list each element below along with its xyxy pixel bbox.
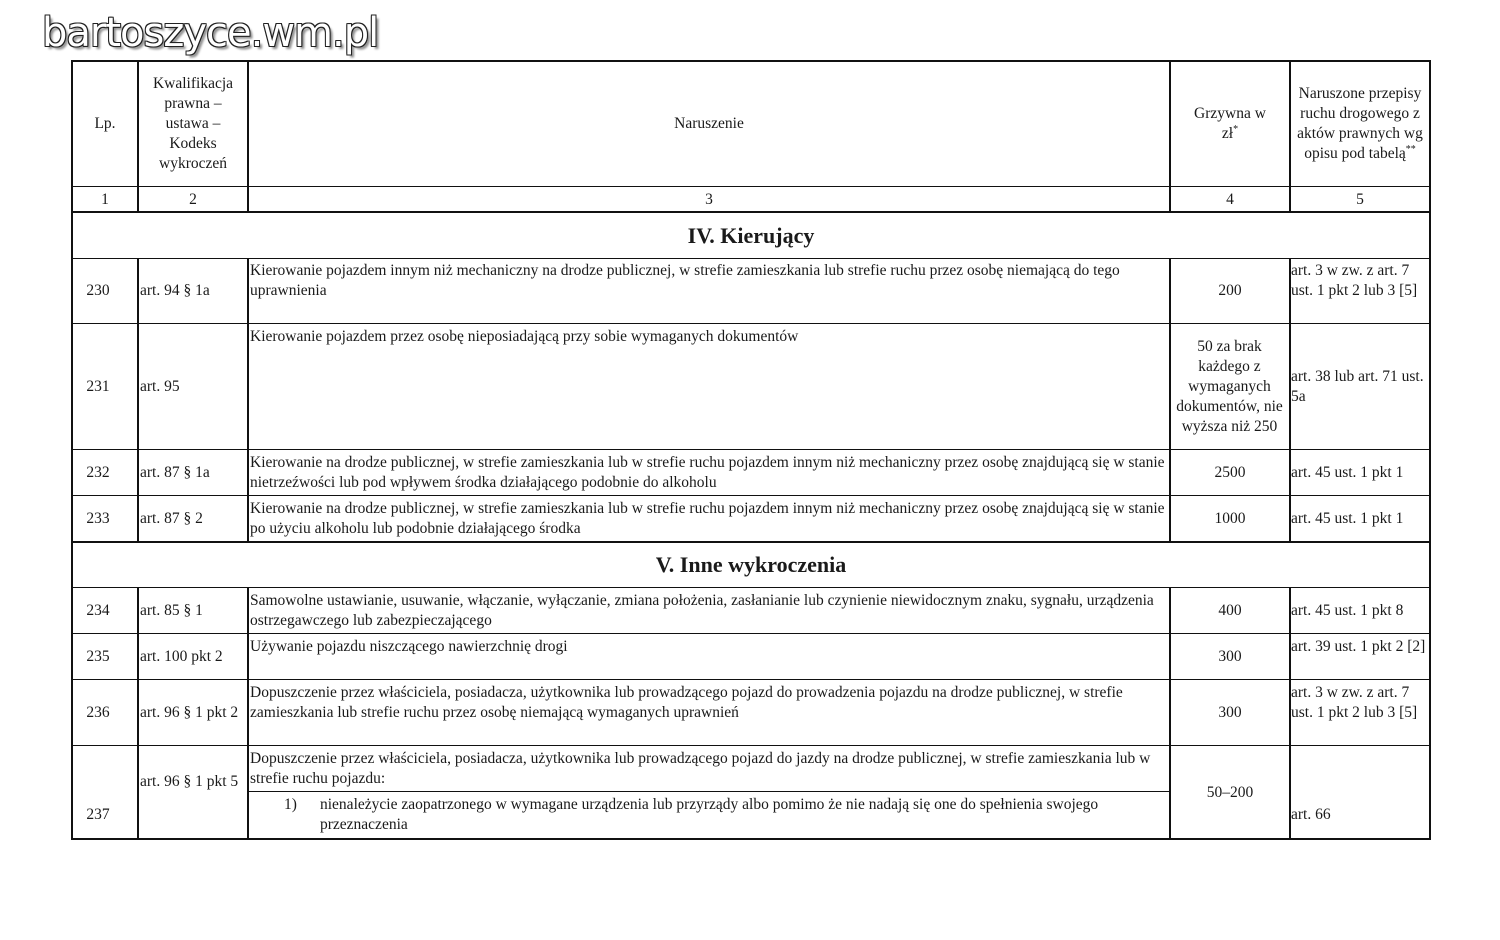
- section-heading: V. Inne wykroczenia: [655, 552, 847, 577]
- row-przepisy: art. 45 ust. 1 pkt 8: [1291, 601, 1404, 619]
- row-kwalifikacja: art. 87 § 1a: [140, 463, 210, 481]
- row-naruszenie: Dopuszczenie przez właściciela, posiadacza, użytkownika lub prowadzącego pojazd do jazdy na drodze publicznej, w strefie zamieszkania lub w strefie ruchu pojazdu:: [250, 750, 1151, 787]
- row-naruszenie: Używanie pojazdu niszczącego nawierzchnię drogi: [250, 638, 568, 655]
- row-kwalifikacja: art. 95: [140, 377, 180, 395]
- column-number: 5: [1356, 191, 1364, 208]
- row-grzywna: 2500: [1214, 463, 1246, 481]
- row-grzywna: 50 za brak każdego z wymaganych dokumentów, nie wyższa niż 250: [1176, 337, 1283, 435]
- header-przepisy-text: Naruszone przepisy ruchu drogowego z aktów prawnych wg opisu pod tabelą: [1297, 85, 1423, 162]
- row-kwalifikacja: art. 100 pkt 2: [140, 647, 223, 665]
- column-number: 1: [101, 191, 109, 208]
- subitem-text: nienależycie zaopatrzonego w wymagane urządzenia lub przyrządy albo pomimo że nie nadają się one do spełnienia swojego przeznaczenia: [320, 796, 1099, 833]
- row-przepisy: art. 45 ust. 1 pkt 1: [1291, 463, 1404, 481]
- row-grzywna: 400: [1218, 601, 1242, 619]
- site-watermark: bartoszyce.wm.pl: [42, 10, 379, 56]
- row-naruszenie: Kierowanie na drodze publicznej, w strefie zamieszkania lub w strefie ruchu pojazdem innym niż mechaniczny przez osobę znajdującą się w stanie po użyciu alkoholu lub podobnie działającego środka: [250, 500, 1165, 537]
- col-divider: [137, 587, 139, 840]
- row-naruszenie: Dopuszczenie przez właściciela, posiadacza, użytkownika lub prowadzącego pojazd do prowadzenia pojazdu na drodze publicznej, w strefie zamieszkania lub strefie ruchu przez osobę niemającą wymaganych uprawnień: [250, 684, 1123, 721]
- row-lp: 234: [86, 601, 110, 619]
- row-naruszenie: Kierowanie pojazdem przez osobę nieposiadającą przy sobie wymaganych dokumentów: [250, 328, 799, 345]
- row-przepisy: art. 39 ust. 1 pkt 2 [2]: [1291, 638, 1426, 655]
- row-lp: 235: [86, 647, 110, 665]
- header-grzywna: [1171, 62, 1289, 186]
- row-lp: 231: [86, 377, 110, 395]
- header-divider: [71, 186, 1431, 187]
- row-naruszenie: Kierowanie pojazdem innym niż mechaniczny na drodze publicznej, w strefie zamieszkania lub strefie ruchu przez osobę niemającą do tego uprawnienia: [250, 262, 1120, 299]
- column-number: 4: [1226, 191, 1234, 208]
- row-przepisy: art. 3 w zw. z art. 7 ust. 1 pkt 2 lub 3 [5]: [1291, 684, 1418, 721]
- column-number: 2: [189, 191, 197, 208]
- col-divider: [247, 258, 249, 543]
- row-grzywna: 1000: [1214, 509, 1246, 527]
- row-przepisy: art. 3 w zw. z art. 7 ust. 1 pkt 2 lub 3 [5]: [1291, 262, 1418, 299]
- header-grzywna-text: Grzywna w zł: [1194, 105, 1266, 142]
- subitem-number: 1): [284, 796, 297, 813]
- row-kwalifikacja: art. 96 § 1 pkt 2: [140, 703, 239, 721]
- row-divider: [71, 745, 1431, 746]
- row-przepisy: art. 45 ust. 1 pkt 1: [1291, 509, 1404, 527]
- header-grzywna-mark: *: [1233, 123, 1239, 135]
- row-lp: 230: [86, 282, 110, 299]
- header-kwalifikacja: Kwalifikacja prawna – ustawa – Kodeks wykroczeń: [152, 75, 234, 172]
- row-lp: 237: [86, 806, 110, 823]
- row-grzywna: 50–200: [1206, 784, 1254, 801]
- row-lp: 232: [86, 463, 110, 481]
- row-przepisy: art. 66: [1291, 806, 1331, 823]
- column-number: 3: [705, 191, 713, 208]
- row-przepisy: art. 38 lub art. 71 ust. 5a: [1291, 367, 1424, 405]
- table-bottom-border: [71, 838, 1431, 840]
- subrow-divider: [248, 791, 1170, 792]
- col-divider: [247, 587, 249, 840]
- col-divider: [137, 258, 139, 543]
- row-lp: 236: [86, 703, 110, 721]
- row-lp: 233: [86, 509, 110, 527]
- row-kwalifikacja: art. 94 § 1a: [140, 282, 210, 299]
- row-kwalifikacja: art. 96 § 1 pkt 5: [140, 773, 239, 790]
- row-grzywna: 300: [1218, 647, 1242, 665]
- row-kwalifikacja: art. 87 § 2: [140, 509, 203, 527]
- row-grzywna: 300: [1218, 703, 1242, 721]
- header-przepisy: [1291, 62, 1429, 186]
- header-lp: Lp.: [94, 115, 116, 132]
- header-naruszenie: Naruszenie: [674, 115, 744, 132]
- row-naruszenie: Kierowanie na drodze publicznej, w strefie zamieszkania lub w strefie ruchu pojazdem innym niż mechaniczny przez osobę znajdującą się w stanie nietrzeźwości lub pod wpływem środka działającego podobnie do alkoholu: [250, 454, 1165, 491]
- row-kwalifikacja: art. 85 § 1: [140, 601, 203, 619]
- row-grzywna: 200: [1218, 282, 1242, 299]
- section-heading: IV. Kierujący: [687, 222, 815, 248]
- row-naruszenie: Samowolne ustawianie, usuwanie, włączanie, wyłączanie, zmiana położenia, zasłanianie lub czynienie niewidocznym znaku, sygnału, urządzenia ostrzegawczego lub zabezpieczającego: [250, 592, 1154, 629]
- table-right-border: [1429, 60, 1431, 840]
- header-przepisy-mark: **: [1405, 143, 1416, 155]
